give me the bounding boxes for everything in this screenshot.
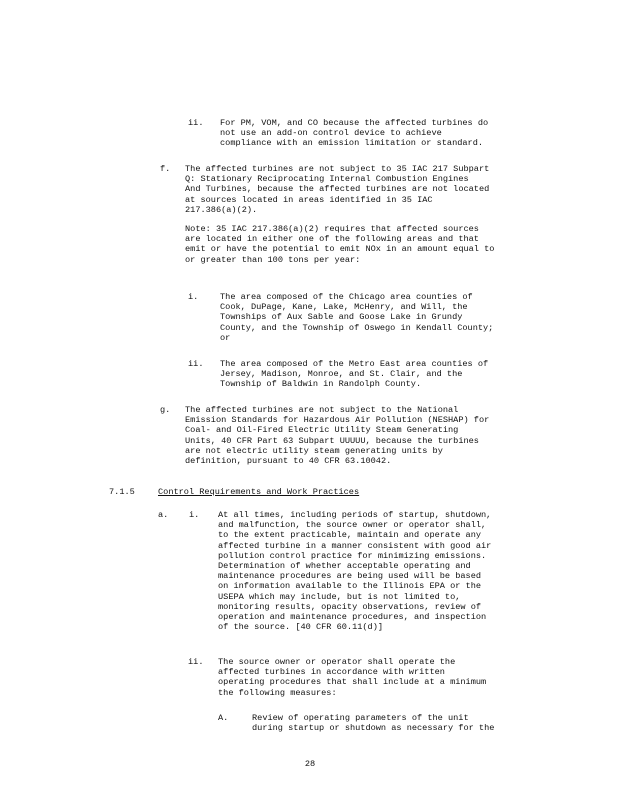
item-label-ii: ii.	[188, 657, 204, 667]
item-label-A: A.	[218, 713, 229, 723]
text-line: The area composed of the Chicago area counties of	[220, 292, 473, 302]
text-line: of the source. [40 CFR 60.11(d)]	[218, 622, 384, 633]
paragraph-neshap	[185, 405, 489, 466]
paragraph-pm-voc-co	[220, 118, 488, 149]
paragraph-chicago-area	[220, 292, 493, 343]
page-number: 28	[304, 759, 316, 769]
paragraph-metro-east	[220, 359, 488, 390]
text-line: to the extent practicable, maintain and operate any	[218, 530, 482, 541]
text-line: The affected turbines are not subject to 35 IAC 217 Subpart	[185, 164, 490, 174]
text-line: are located in either one of the following areas and that	[185, 234, 479, 245]
text-line: Review of operating parameters of the unit	[252, 713, 469, 723]
text-line: Cook, DuPage, Kane, Lake, McHenry, and Will, the	[220, 302, 468, 313]
item-label-f: f.	[160, 164, 171, 174]
item-label-a-i: a. i.	[158, 510, 200, 520]
text-line: County, and the Township of Oswego in Kendall County;	[220, 322, 494, 333]
text-line: And Turbines, because the affected turbines are not located	[185, 184, 490, 195]
text-line: on information available to the Illinois EPA or the	[218, 581, 482, 592]
text-line: USEPA which may include, but is not limited to,	[218, 591, 461, 602]
text-line: For PM, VOM, and CO because the affected turbines do	[220, 118, 489, 128]
text-line: or	[220, 332, 231, 343]
paragraph-malfunction	[218, 510, 491, 632]
text-line: definition, pursuant to 40 CFR 63.10042.	[185, 456, 392, 467]
text-line: not use an add-on control device to achieve	[220, 128, 442, 139]
text-line: and malfunction, the source owner or operator shall,	[218, 520, 487, 531]
paragraph-operating-procedures	[218, 657, 486, 698]
text-line: Emission Standards for Hazardous Air Pollution (NESHAP) for	[185, 415, 490, 426]
item-label-g: g.	[160, 405, 171, 415]
text-line: Note: 35 IAC 217.386(a)(2) requires that affected sources	[185, 224, 479, 234]
text-line: are not electric utility steam generating units by	[185, 445, 443, 456]
item-label-ii: ii.	[188, 118, 204, 128]
text-line: Units, 40 CFR Part 63 Subpart UUUUU, because the turbines	[185, 435, 479, 446]
text-line: the following measures:	[218, 687, 337, 698]
paragraph-subpart-q	[185, 164, 489, 215]
text-line: emit or have the potential to emit NOx in an amount equal to	[185, 244, 495, 255]
text-line: affected turbine in a manner consistent with good air	[218, 540, 492, 551]
text-line: monitoring results, opacity observations, review of	[218, 601, 482, 612]
section-number: 7.1.5	[109, 487, 135, 497]
text-line: The source owner or operator shall operate the	[218, 657, 456, 667]
section-heading	[158, 487, 359, 497]
text-line: Jersey, Madison, Monroe, and St. Clair, and the	[220, 369, 463, 380]
text-line: maintenance procedures are being used will be based	[218, 571, 482, 582]
text-line: affected turbines in accordance with written	[218, 667, 445, 678]
heading-text: Control Requirements and Work Practices	[158, 487, 360, 497]
paragraph-review-parameters	[252, 713, 494, 733]
text-line: Q: Stationary Reciprocating Internal Combustion Engines	[185, 174, 469, 185]
text-line: The area composed of the Metro East area counties of	[220, 359, 489, 369]
text-line: Townships of Aux Sable and Goose Lake in Grundy	[220, 312, 463, 323]
text-line: or greater than 100 tons per year:	[185, 254, 361, 265]
text-line: At all times, including periods of startup, shutdown,	[218, 510, 492, 520]
text-line: Determination of whether acceptable operating and	[218, 561, 471, 572]
text-line: Township of Baldwin in Randolph County.	[220, 379, 422, 390]
text-line: operating procedures that shall include at a minimum	[218, 677, 487, 688]
text-line: during startup or shutdown as necessary for the	[252, 723, 495, 734]
text-line: The affected turbines are not subject to the National	[185, 405, 459, 415]
item-label-ii: ii.	[188, 359, 204, 369]
text-line: 217.386(a)(2).	[185, 204, 258, 215]
text-line: compliance with an emission limitation or standard.	[220, 138, 484, 149]
text-line: at sources located in areas identified in 35 IAC	[185, 194, 433, 205]
text-line: Coal- and Oil-Fired Electric Utility Steam Generating	[185, 425, 459, 436]
text-line: pollution control practice for minimizing emissions.	[218, 550, 487, 561]
item-label-i: i.	[188, 292, 199, 302]
text-line: operation and maintenance procedures, and inspection	[218, 612, 487, 623]
note-paragraph	[185, 224, 494, 265]
